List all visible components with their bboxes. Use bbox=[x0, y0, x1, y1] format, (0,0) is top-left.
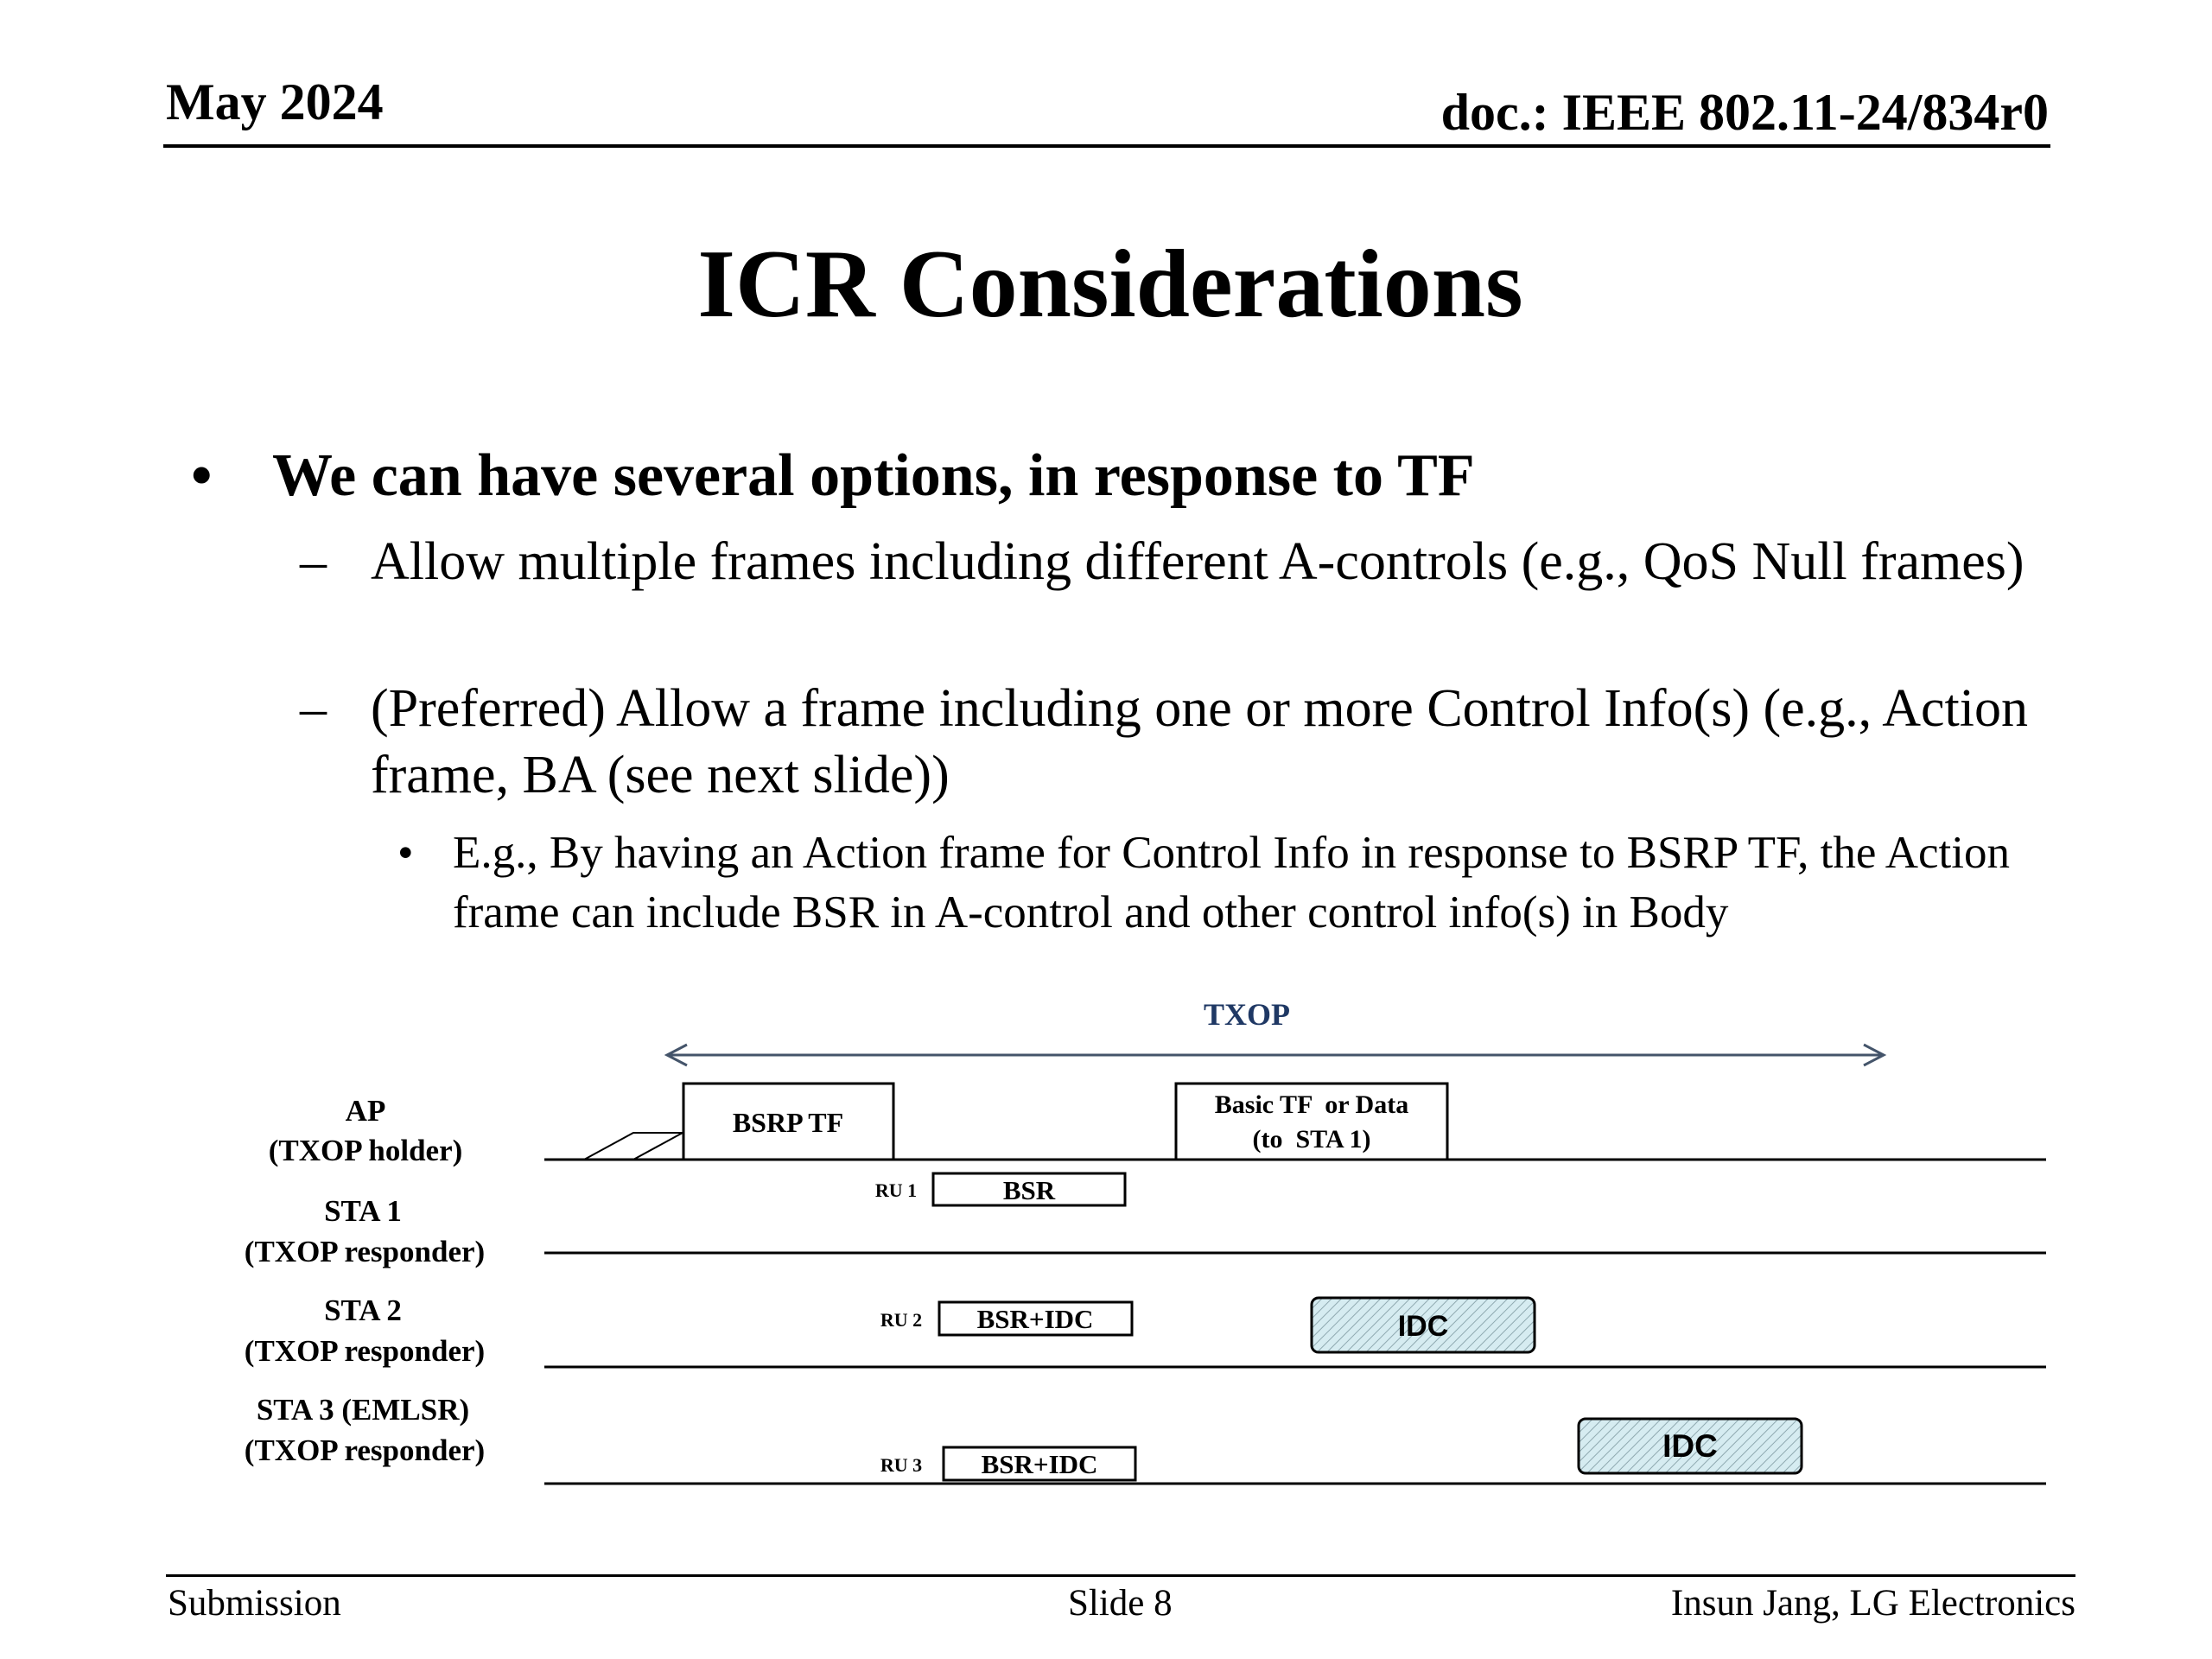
idc-label-sta3: IDC bbox=[1662, 1428, 1718, 1464]
footer-slide-number: Slide 8 bbox=[1068, 1583, 1173, 1624]
bsr-idc-label-sta3: BSR+IDC bbox=[981, 1449, 1098, 1479]
slide-title: ICR Considerations bbox=[697, 231, 1523, 338]
footer-divider bbox=[166, 1574, 2075, 1577]
header-doc-id: doc.: IEEE 802.11-24/834r0 bbox=[1440, 84, 2049, 141]
row-sublabel-sta3: (TXOP responder) bbox=[244, 1433, 486, 1467]
ru1-label: RU 1 bbox=[874, 1179, 918, 1201]
txop-arrow bbox=[667, 1045, 1884, 1065]
sub-sub-bullet-text: E.g., By having an Action frame for Control Info in response to BSRP TF, the Action frame can include BSR in A-control and other control info(s) in Body bbox=[453, 828, 2010, 938]
bullet-text: We can have several options, in response to TF bbox=[272, 442, 1475, 509]
row-label-sta1: STA 1 bbox=[324, 1194, 402, 1228]
sub-bullet-text: Allow multiple frames including different A-controls (e.g., QoS Null frames) bbox=[371, 532, 2024, 591]
txop-label: TXOP bbox=[1203, 997, 1291, 1032]
footer-submission: Submission bbox=[168, 1583, 341, 1624]
row-sublabel-sta2: (TXOP responder) bbox=[244, 1334, 486, 1368]
row-label-sta2: STA 2 bbox=[324, 1294, 402, 1327]
idc-label-sta2: IDC bbox=[1397, 1310, 1449, 1343]
ru3-label: RU 3 bbox=[880, 1454, 923, 1476]
row-sublabel-sta1: (TXOP responder) bbox=[244, 1235, 486, 1268]
bsrp-tf-label: BSRP TF bbox=[732, 1107, 844, 1138]
basic-tf-label: Basic TF or Data bbox=[1214, 1090, 1409, 1119]
footer-author: Insun Jang, LG Electronics bbox=[1670, 1583, 2075, 1624]
bullet-marker: • bbox=[191, 442, 213, 509]
dash-marker: – bbox=[300, 679, 327, 738]
basic-tf-sublabel: (to STA 1) bbox=[1252, 1125, 1371, 1154]
bullet-marker: • bbox=[397, 828, 414, 878]
ap-preamble-shape bbox=[584, 1133, 683, 1160]
header-date: May 2024 bbox=[166, 73, 384, 130]
ru2-label: RU 2 bbox=[880, 1309, 923, 1331]
row-sublabel-ap: (TXOP holder) bbox=[268, 1134, 463, 1167]
row-label-sta3: STA 3 (EMLSR) bbox=[256, 1393, 470, 1427]
sub-bullet-text: (Preferred) Allow a frame including one or more Control Info(s) (e.g., Action frame, BA (see next slide)) bbox=[371, 679, 2028, 804]
bsr-idc-label-sta2: BSR+IDC bbox=[976, 1304, 1094, 1334]
dash-marker: – bbox=[300, 532, 327, 591]
row-label-ap: AP bbox=[345, 1094, 386, 1128]
bsr-label: BSR bbox=[1002, 1175, 1056, 1205]
